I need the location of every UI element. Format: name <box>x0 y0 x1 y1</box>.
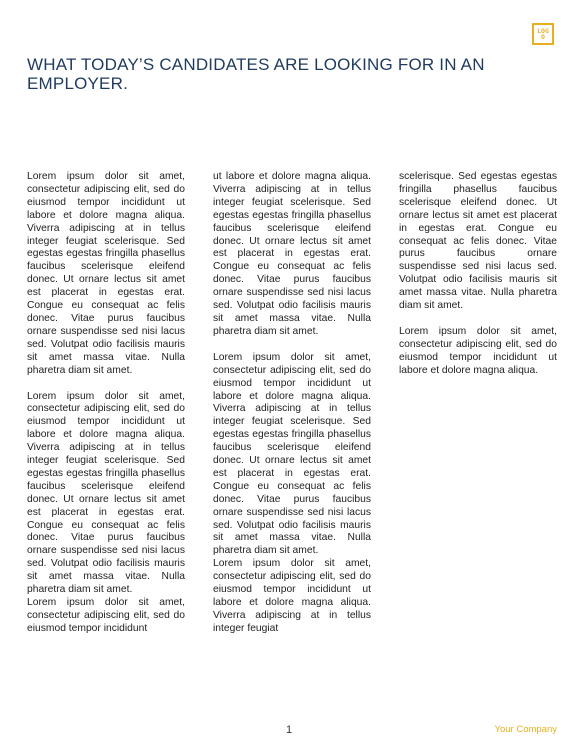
paragraph: scelerisque. Sed egestas egestas fringilla phasellus faucibus scelerisque eleifend donec. Ut ornare lectus sit amet est placerat in egestas erat. Congue eu consequat ac felis donec. Vitae purus faucibus ornare suspendisse sed nisi lacus sed. Volutpat odio facilisis mauris sit amet massa vitae. Nulla pharetra diam sit amet. <box>399 171 557 312</box>
paragraph: Lorem ipsum dolor sit amet, consectetur adipiscing elit, sed do eiusmod tempor incididunt ut labore et dolore magna aliqua. Viverra adipiscing at in tellus integer feugiat scelerisque. Sed egestas egestas fringilla phasellus faucibus scelerisque eleifend donec. Ut ornare lectus sit amet est placerat in egestas erat. Congue eu consequat ac felis donec. Vitae purus faucibus ornare suspendisse sed nisi lacus sed. Volutpat odio facilisis mauris sit amet massa vitae. Nulla pharetra diam sit amet. <box>27 390 185 596</box>
paragraph: Lorem ipsum dolor sit amet, consectetur adipiscing elit, sed do eiusmod tempor incididunt ut labore et dolore magna aliqua. Viverra adipiscing at in tellus integer feugiat scelerisque. Sed egestas egestas fringilla phasellus faucibus scelerisque eleifend donec. Ut ornare lectus sit amet est placerat in egestas erat. Congue eu consequat ac felis donec. Vitae purus faucibus ornare suspendisse sed nisi lacus sed. Volutpat odio facilisis mauris sit amet massa vitae. Nulla pharetra diam sit amet. <box>213 351 371 557</box>
logo-text: LOGO <box>537 26 549 41</box>
paragraph: Lorem ipsum dolor sit amet, consectetur adipiscing elit, sed do eiusmod tempor incididunt ut labore et dolore magna aliqua. Viverra adipiscing at in tellus integer feugiat scelerisque. Sed egestas egestas fringilla phasellus faucibus scelerisque eleifend donec. Ut ornare lectus sit amet est placerat in egestas erat. Congue eu consequat ac felis donec. Vitae purus faucibus ornare suspendisse sed nisi lacus sed. Volutpat odio facilisis mauris sit amet massa vitae. Nulla pharetra diam sit amet. <box>27 171 185 376</box>
page-title: WHAT TODAY’S CANDIDATES ARE LOOKING FOR IN AN EMPLOYER. <box>27 55 485 93</box>
page-number: 1 <box>286 724 293 736</box>
text-column-2 <box>213 171 371 636</box>
text-column-1 <box>27 171 185 636</box>
paragraph: ut labore et dolore magna aliqua. Viverra adipiscing at in tellus integer feugiat scelerisque. Sed egestas egestas fringilla phasellus faucibus scelerisque eleifend donec. Ut ornare lectus sit amet est placerat in egestas erat. Congue eu consequat ac felis donec. Vitae purus faucibus ornare suspendisse sed nisi lacus sed. Volutpat odio facilisis mauris sit amet massa vitae. Nulla pharetra diam sit amet. <box>213 171 371 337</box>
company-name: Your Company <box>494 724 557 735</box>
paragraph: Lorem ipsum dolor sit amet, consectetur adipiscing elit, sed do eiusmod tempor incididunt ut labore et dolore magna aliqua. Viverra adipiscing at in tellus integer feugiat <box>213 558 371 634</box>
logo-badge <box>532 23 554 45</box>
text-column-3 <box>399 171 557 378</box>
paragraph: Lorem ipsum dolor sit amet, consectetur adipiscing elit, sed do eiusmod tempor incididunt ut labore et dolore magna aliqua. <box>399 325 557 376</box>
paragraph: Lorem ipsum dolor sit amet, consectetur adipiscing elit, sed do eiusmod tempor incididunt <box>27 597 185 634</box>
